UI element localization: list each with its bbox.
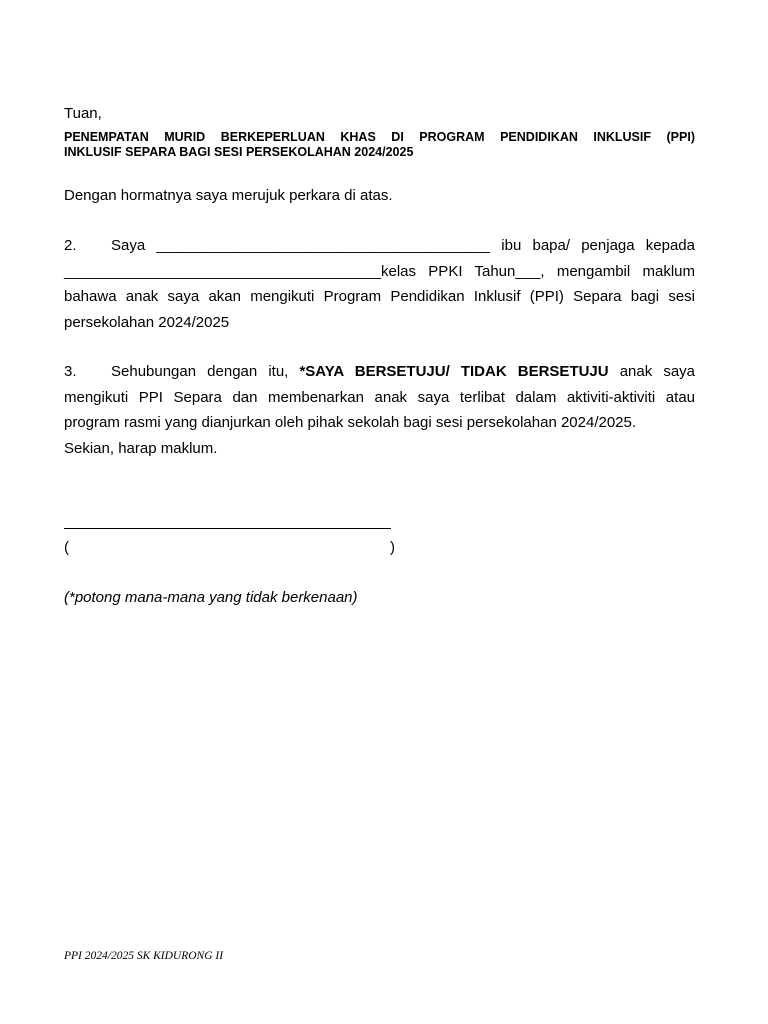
close-paren: ) [390,539,395,556]
letter-subject [64,130,695,160]
subject-line-1: PENEMPATAN MURID BERKEPERLUAN KHAS DI PROGRAM PENDIDIKAN INKLUSIF (PPI) [64,130,695,144]
paragraph-3-lead: Sehubungan dengan itu, [111,363,300,380]
signature-name-brackets [64,538,395,558]
intro-paragraph [64,183,695,209]
paragraph-3-line-2: mengikuti PPI Separa dan membenarkan anak saya terlibat dalam aktiviti-aktiviti atau [64,388,695,406]
paragraph-3-number: 3. [64,363,77,380]
paragraph-3 [64,359,695,461]
salutation: Tuan, [64,105,102,122]
page-footer: PPI 2024/2025 SK KIDURONG II [64,950,224,962]
open-paren: ( [64,539,69,556]
paragraph-3-line-1 [64,359,695,385]
paragraph-3-tail: anak saya [608,363,696,380]
paragraph-2-line-4: persekolahan 2024/2025 [64,313,230,331]
paragraph-2-number: 2. [64,237,77,254]
signature-line [64,528,391,529]
paragraph-2-line-2: ______________________________________kelas PPKI Tahun___, mengambil maklum [64,262,695,280]
paragraph-3-line-3: program rasmi yang dianjurkan oleh pihak sekolah bagi sesi persekolahan 2024/2025. [64,414,637,431]
consent-choice: *SAYA BERSETUJU/ TIDAK BERSETUJU [299,363,609,380]
parent-name-blank: Saya ________________________________________ ibu bapa/ penjaga kepada [111,237,695,254]
strike-note: (*potong mana-mana yang tidak berkenaan) [64,589,358,606]
paragraph-2-line-3: bahawa anak saya akan mengikuti Program Pendidikan Inklusif (PPI) Separa bagi sesi [64,288,695,305]
paragraph-2 [64,233,695,335]
closing-text: Sekian, harap maklum. [64,439,218,457]
intro-text: Dengan hormatnya saya merujuk perkara di atas. [64,187,393,204]
paragraph-2-line-1 [64,233,695,259]
subject-line-2: INKLUSIF SEPARA BAGI SESI PERSEKOLAHAN 2024/2025 [64,145,414,159]
